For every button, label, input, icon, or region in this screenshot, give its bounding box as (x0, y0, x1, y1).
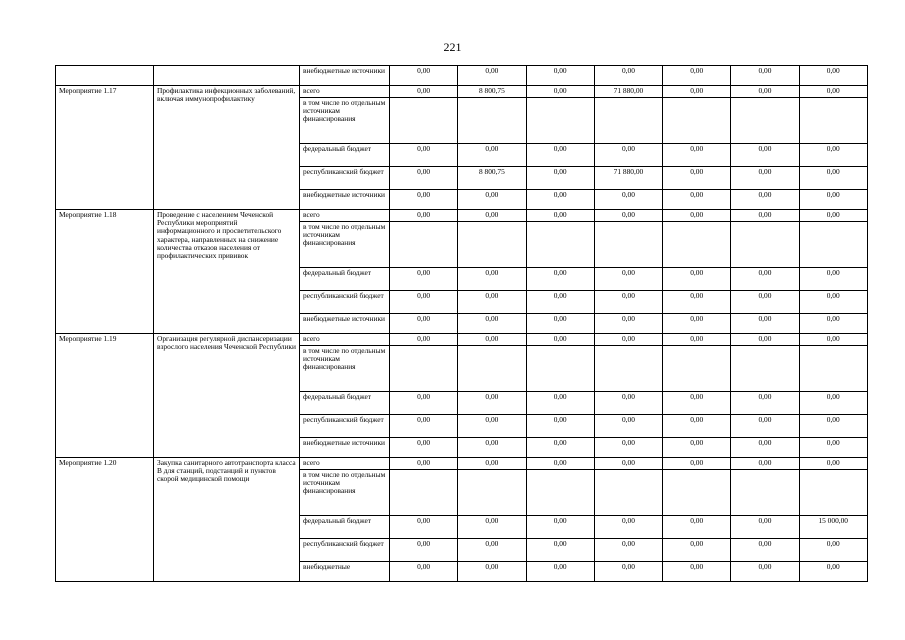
value-cell: 0,00 (799, 314, 867, 334)
value-cell: 0,00 (731, 415, 799, 438)
value-cell: 0,00 (458, 516, 526, 539)
value-cell: 0,00 (799, 562, 867, 582)
value-cell: 0,00 (390, 167, 458, 190)
value-cell: 0,00 (799, 66, 867, 86)
value-cell: 0,00 (799, 210, 867, 222)
funding-source-cell: всего (300, 458, 390, 470)
value-cell: 0,00 (663, 291, 731, 314)
value-cell (390, 222, 458, 268)
value-cell (731, 222, 799, 268)
value-cell: 8 800,75 (458, 86, 526, 98)
value-cell: 0,00 (526, 314, 594, 334)
value-cell: 0,00 (663, 415, 731, 438)
value-cell: 0,00 (731, 144, 799, 167)
value-cell: 0,00 (799, 144, 867, 167)
value-cell: 0,00 (594, 562, 662, 582)
funding-source-cell: федеральный бюджет (300, 516, 390, 539)
funding-source-cell: внебюджетные источники (300, 438, 390, 458)
value-cell: 0,00 (731, 562, 799, 582)
value-cell: 0,00 (390, 562, 458, 582)
value-cell: 0,00 (731, 291, 799, 314)
value-cell: 0,00 (663, 334, 731, 346)
value-cell: 8 800,75 (458, 167, 526, 190)
value-cell: 0,00 (594, 516, 662, 539)
value-cell: 0,00 (799, 438, 867, 458)
funding-source-cell: внебюджетные (300, 562, 390, 582)
value-cell: 0,00 (594, 438, 662, 458)
value-cell (731, 98, 799, 144)
value-cell: 0,00 (731, 86, 799, 98)
value-cell: 0,00 (526, 438, 594, 458)
value-cell (594, 470, 662, 516)
table-row (56, 458, 868, 470)
value-cell: 0,00 (526, 86, 594, 98)
value-cell (663, 98, 731, 144)
value-cell: 0,00 (594, 291, 662, 314)
value-cell: 0,00 (594, 314, 662, 334)
value-cell: 0,00 (663, 268, 731, 291)
value-cell (526, 98, 594, 144)
value-cell: 0,00 (799, 415, 867, 438)
value-cell (663, 222, 731, 268)
value-cell: 0,00 (390, 190, 458, 210)
value-cell: 0,00 (526, 539, 594, 562)
table-row (56, 86, 868, 98)
value-cell: 0,00 (594, 415, 662, 438)
measure-code-cell (56, 66, 154, 86)
value-cell (526, 346, 594, 392)
value-cell: 0,00 (594, 334, 662, 346)
funding-source-cell: всего (300, 334, 390, 346)
value-cell: 0,00 (731, 516, 799, 539)
value-cell: 0,00 (390, 86, 458, 98)
funding-source-cell: республиканский бюджет (300, 167, 390, 190)
value-cell: 0,00 (731, 438, 799, 458)
value-cell: 0,00 (594, 210, 662, 222)
value-cell: 0,00 (594, 66, 662, 86)
value-cell: 0,00 (731, 314, 799, 334)
value-cell (526, 222, 594, 268)
funding-source-cell: республиканский бюджет (300, 415, 390, 438)
funding-source-cell: внебюджетные источники (300, 190, 390, 210)
value-cell (390, 98, 458, 144)
measure-title: Проведение с населением Чеченской Республики мероприятий информационного и просветительского характера, направленных на снижение количества отказов населения от профилактических прививок (154, 210, 300, 334)
value-cell: 0,00 (731, 167, 799, 190)
funding-source-cell: федеральный бюджет (300, 392, 390, 415)
value-cell: 0,00 (458, 210, 526, 222)
value-cell: 0,00 (731, 190, 799, 210)
value-cell: 0,00 (731, 392, 799, 415)
value-cell: 0,00 (799, 291, 867, 314)
funding-source-cell: федеральный бюджет (300, 144, 390, 167)
value-cell: 0,00 (594, 458, 662, 470)
budget-table (55, 65, 868, 582)
value-cell (458, 98, 526, 144)
value-cell (594, 346, 662, 392)
value-cell: 0,00 (731, 539, 799, 562)
value-cell: 0,00 (663, 438, 731, 458)
value-cell: 0,00 (799, 458, 867, 470)
value-cell: 0,00 (663, 86, 731, 98)
value-cell: 0,00 (731, 268, 799, 291)
value-cell: 0,00 (663, 314, 731, 334)
value-cell: 0,00 (526, 144, 594, 167)
value-cell: 0,00 (390, 415, 458, 438)
value-cell: 0,00 (458, 314, 526, 334)
value-cell (799, 98, 867, 144)
value-cell: 0,00 (799, 86, 867, 98)
value-cell: 0,00 (390, 458, 458, 470)
value-cell: 0,00 (594, 268, 662, 291)
value-cell: 0,00 (526, 392, 594, 415)
value-cell: 0,00 (458, 438, 526, 458)
value-cell: 0,00 (526, 66, 594, 86)
value-cell (390, 346, 458, 392)
funding-source-cell: в том числе по отдельным источникам финансирования (300, 222, 390, 268)
value-cell: 0,00 (458, 392, 526, 415)
table-row (56, 66, 868, 86)
value-cell: 0,00 (799, 167, 867, 190)
value-cell: 0,00 (390, 210, 458, 222)
measure-title-cell (154, 66, 300, 86)
funding-source-cell: республиканский бюджет (300, 291, 390, 314)
value-cell (458, 470, 526, 516)
value-cell: 0,00 (526, 516, 594, 539)
value-cell: 0,00 (390, 438, 458, 458)
value-cell: 0,00 (594, 539, 662, 562)
value-cell: 0,00 (390, 334, 458, 346)
value-cell: 0,00 (663, 144, 731, 167)
value-cell: 0,00 (526, 415, 594, 438)
value-cell (526, 470, 594, 516)
value-cell: 0,00 (663, 539, 731, 562)
value-cell (663, 470, 731, 516)
measure-code: Мероприятие 1.17 (56, 86, 154, 210)
value-cell: 0,00 (799, 268, 867, 291)
value-cell: 0,00 (526, 458, 594, 470)
value-cell: 0,00 (458, 291, 526, 314)
value-cell: 0,00 (390, 539, 458, 562)
value-cell: 0,00 (458, 562, 526, 582)
value-cell: 0,00 (594, 144, 662, 167)
value-cell: 0,00 (390, 144, 458, 167)
value-cell: 0,00 (458, 334, 526, 346)
value-cell: 0,00 (458, 415, 526, 438)
value-cell: 0,00 (458, 458, 526, 470)
value-cell: 71 880,00 (594, 167, 662, 190)
value-cell: 0,00 (526, 190, 594, 210)
value-cell: 0,00 (526, 210, 594, 222)
funding-source-cell: всего (300, 210, 390, 222)
value-cell: 0,00 (663, 66, 731, 86)
value-cell: 0,00 (458, 268, 526, 291)
page-number: 221 (443, 40, 462, 54)
value-cell: 0,00 (390, 516, 458, 539)
value-cell: 15 000,00 (799, 516, 867, 539)
value-cell: 0,00 (526, 562, 594, 582)
value-cell: 0,00 (526, 167, 594, 190)
value-cell (799, 470, 867, 516)
value-cell: 0,00 (458, 66, 526, 86)
value-cell: 0,00 (731, 334, 799, 346)
value-cell: 0,00 (526, 334, 594, 346)
value-cell (799, 346, 867, 392)
measure-title: Организация регулярной диспансеризации взрослого населения Чеченской Республики (154, 334, 300, 458)
funding-source-cell: в том числе по отдельным источникам финансирования (300, 470, 390, 516)
value-cell (458, 346, 526, 392)
value-cell: 0,00 (663, 458, 731, 470)
value-cell (663, 346, 731, 392)
value-cell (799, 222, 867, 268)
value-cell (731, 470, 799, 516)
value-cell: 0,00 (663, 562, 731, 582)
value-cell: 0,00 (390, 392, 458, 415)
measure-code: Мероприятие 1.18 (56, 210, 154, 334)
value-cell: 0,00 (663, 516, 731, 539)
value-cell: 71 880,00 (594, 86, 662, 98)
value-cell (731, 346, 799, 392)
measure-code: Мероприятие 1.20 (56, 458, 154, 582)
value-cell: 0,00 (390, 314, 458, 334)
value-cell: 0,00 (594, 392, 662, 415)
value-cell: 0,00 (663, 190, 731, 210)
measure-title: Профилактика инфекционных заболеваний, включая иммунопрофилактику (154, 86, 300, 210)
value-cell: 0,00 (799, 334, 867, 346)
funding-source-cell: внебюджетные источники (300, 66, 390, 86)
value-cell: 0,00 (663, 392, 731, 415)
value-cell: 0,00 (799, 190, 867, 210)
value-cell: 0,00 (799, 392, 867, 415)
value-cell: 0,00 (390, 66, 458, 86)
funding-source-cell: всего (300, 86, 390, 98)
table-row (56, 210, 868, 222)
funding-source-cell: республиканский бюджет (300, 539, 390, 562)
value-cell: 0,00 (663, 210, 731, 222)
funding-source-cell: внебюджетные источники (300, 314, 390, 334)
value-cell: 0,00 (458, 539, 526, 562)
value-cell: 0,00 (731, 210, 799, 222)
funding-source-cell: федеральный бюджет (300, 268, 390, 291)
value-cell: 0,00 (731, 458, 799, 470)
budget-table-body (56, 66, 868, 582)
value-cell: 0,00 (458, 144, 526, 167)
measure-title: Закупка санитарного автотранспорта класса В для станций, подстанций и пунктов скорой медицинской помощи (154, 458, 300, 582)
table-row (56, 334, 868, 346)
funding-source-cell: в том числе по отдельным источникам финансирования (300, 346, 390, 392)
value-cell: 0,00 (594, 190, 662, 210)
value-cell: 0,00 (526, 291, 594, 314)
value-cell (594, 98, 662, 144)
value-cell: 0,00 (390, 268, 458, 291)
value-cell (594, 222, 662, 268)
value-cell: 0,00 (731, 66, 799, 86)
value-cell: 0,00 (458, 190, 526, 210)
value-cell (458, 222, 526, 268)
value-cell: 0,00 (799, 539, 867, 562)
value-cell (390, 470, 458, 516)
value-cell: 0,00 (526, 268, 594, 291)
value-cell: 0,00 (390, 291, 458, 314)
value-cell: 0,00 (663, 167, 731, 190)
measure-code: Мероприятие 1.19 (56, 334, 154, 458)
funding-source-cell: в том числе по отдельным источникам финансирования (300, 98, 390, 144)
